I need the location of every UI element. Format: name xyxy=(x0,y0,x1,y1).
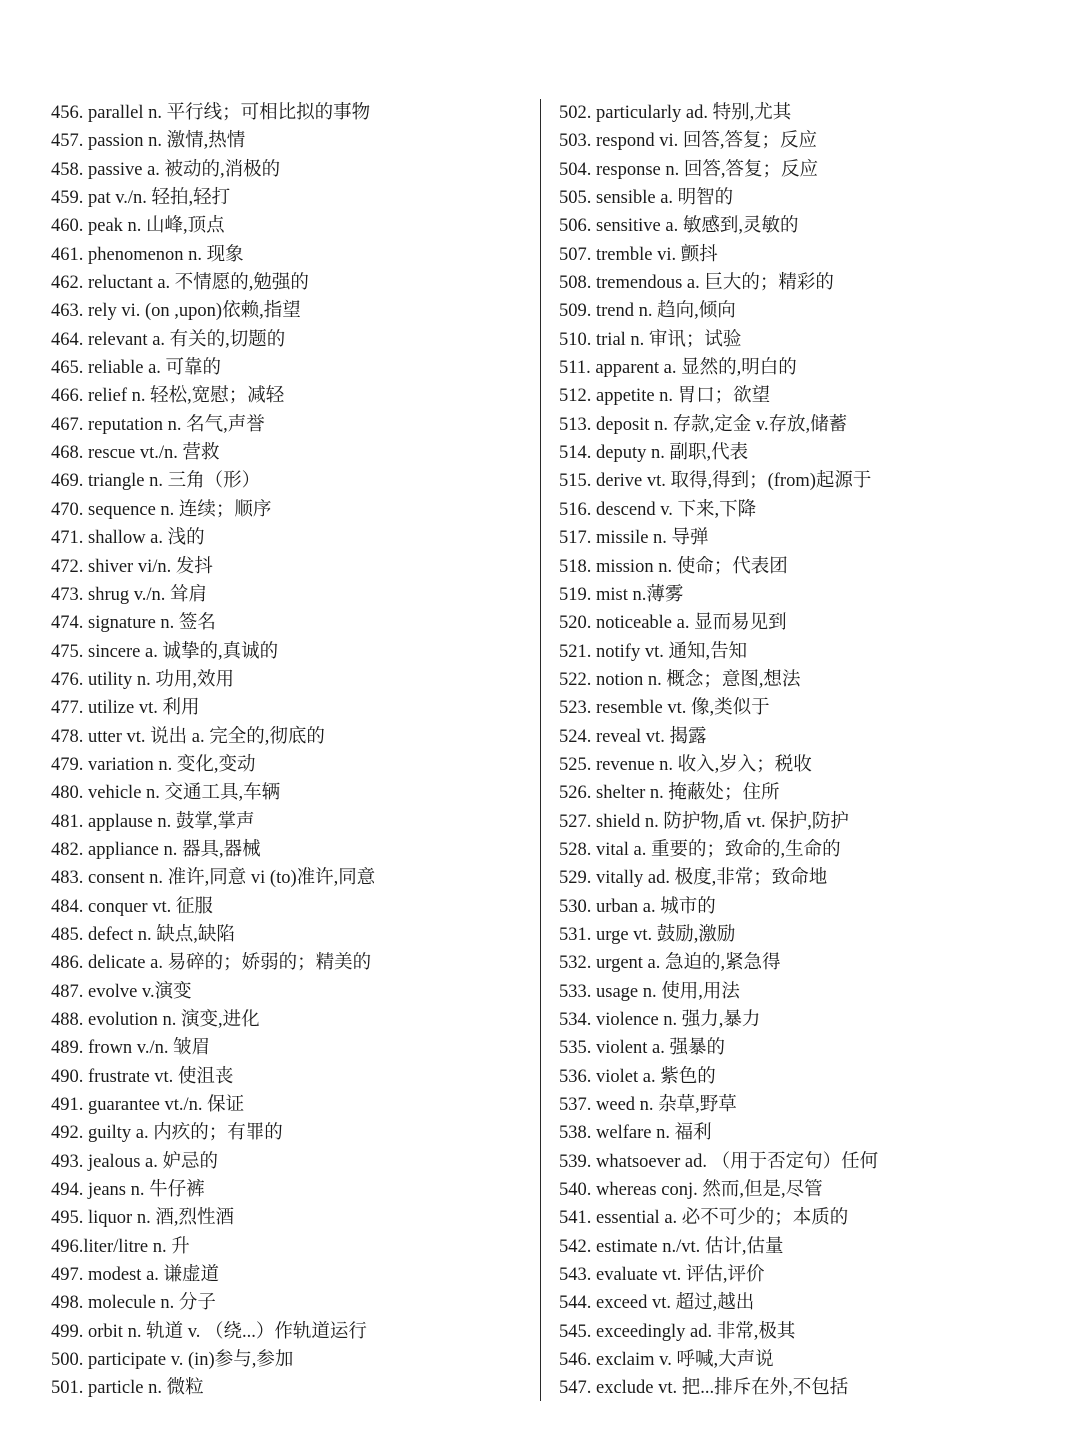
column-divider xyxy=(540,99,541,1401)
vocab-entry: 488. evolution n. 演变,进化 xyxy=(51,1010,260,1030)
vocab-entry: 506. sensitive a. 敏感到,灵敏的 xyxy=(559,216,799,237)
vocab-entry: 466. relief n. 轻松,宽慰；减轻 xyxy=(51,386,285,407)
vocab-entry: 494. jeans n. 牛仔裤 xyxy=(51,1180,205,1201)
vocab-entry: 521. notify vt. 通知,告知 xyxy=(559,641,748,662)
vocab-entry: 499. orbit n. 轨道 v. （绕...）作轨道运行 xyxy=(51,1321,367,1342)
vocab-entry: 528. vital a. 重要的；致命的,生命的 xyxy=(559,839,841,860)
vocab-entry: 495. liquor n. 酒,烈性酒 xyxy=(51,1208,234,1229)
vocab-entry: 532. urgent a. 急迫的,紧急得 xyxy=(559,953,781,974)
vocab-entry: 470. sequence n. 连续；顺序 xyxy=(51,499,272,520)
vocab-entry: 476. utility n. 功用,效用 xyxy=(51,669,234,690)
vocab-entry: 485. defect n. 缺点,缺陷 xyxy=(51,924,235,945)
vocab-entry: 511. apparent a. 显然的,明白的 xyxy=(559,358,797,379)
vocab-entry: 502. particularly ad. 特别,尤其 xyxy=(559,103,792,123)
vocab-entry: 514. deputy n. 副职,代表 xyxy=(559,443,749,464)
vocab-entry: 546. exclaim v. 呼喊,大声说 xyxy=(559,1350,774,1371)
vocab-entry: 482. appliance n. 器具,器械 xyxy=(51,839,261,860)
vocab-entry: 461. phenomenon n. 现象 xyxy=(51,244,244,265)
vocab-entry: 458. passive a. 被动的,消极的 xyxy=(51,159,281,180)
vocab-entry: 515. derive vt. 取得,得到；(from)起源于 xyxy=(559,471,872,492)
vocab-entry: 526. shelter n. 掩蔽处；住所 xyxy=(559,783,780,804)
vocab-entry: 510. trial n. 审讯；试验 xyxy=(559,329,742,350)
vocab-entry: 518. mission n. 使命；代表团 xyxy=(559,556,788,577)
vocab-entry: 492. guilty a. 内疚的；有罪的 xyxy=(51,1123,283,1144)
vocab-entry: 547. exclude vt. 把...排斥在外,不包括 xyxy=(559,1378,849,1399)
vocab-entry: 481. applause n. 鼓掌,掌声 xyxy=(51,811,255,832)
vocab-entry: 507. tremble vi. 颤抖 xyxy=(559,244,718,265)
vocab-entry: 459. pat v./n. 轻拍,轻打 xyxy=(51,188,231,209)
vocab-entry: 523. resemble vt. 像,类似于 xyxy=(559,698,770,719)
vocab-entry: 538. welfare n. 福利 xyxy=(559,1123,712,1144)
vocab-entry: 531. urge vt. 鼓励,激励 xyxy=(559,924,736,945)
vocab-entry: 475. sincere a. 诚挚的,真诚的 xyxy=(51,641,279,662)
vocab-entry: 490. frustrate vt. 使沮丧 xyxy=(51,1066,234,1087)
vocab-entry: 527. shield n. 防护物,盾 vt. 保护,防护 xyxy=(559,811,849,832)
vocab-entry: 498. molecule n. 分子 xyxy=(51,1293,216,1314)
vocab-entry: 530. urban a. 城市的 xyxy=(559,896,716,917)
vocab-entry: 457. passion n. 激情,热情 xyxy=(51,131,246,152)
vocab-entry: 504. response n. 回答,答复；反应 xyxy=(559,159,818,180)
vocab-entry: 500. participate v. (in)参与,参加 xyxy=(51,1350,294,1371)
vocab-entry: 468. rescue vt./n. 营救 xyxy=(51,443,220,464)
vocab-entry: 483. consent n. 准许,同意 vi (to)准许,同意 xyxy=(51,868,376,889)
vocab-entry: 464. relevant a. 有关的,切题的 xyxy=(51,329,286,350)
vocab-entry: 520. noticeable a. 显而易见到 xyxy=(559,613,787,634)
vocab-entry: 463. rely vi. (on ,upon)依赖,指望 xyxy=(51,301,301,322)
vocab-entry: 491. guarantee vt./n. 保证 xyxy=(51,1095,245,1116)
vocab-entry: 486. delicate a. 易碎的；娇弱的；精美的 xyxy=(51,953,372,974)
vocab-entry: 460. peak n. 山峰,顶点 xyxy=(51,216,225,237)
vocab-entry: 519. mist n.薄雾 xyxy=(559,584,684,605)
vocab-entry: 534. violence n. 强力,暴力 xyxy=(559,1010,761,1030)
vocab-entry: 471. shallow a. 浅的 xyxy=(51,528,205,549)
vocab-entry: 480. vehicle n. 交通工具,车辆 xyxy=(51,783,281,804)
vocab-entry: 465. reliable a. 可靠的 xyxy=(51,358,222,379)
vocab-entry: 456. parallel n. 平行线；可相比拟的事物 xyxy=(51,103,371,123)
vocab-entry: 496.liter/litre n. 升 xyxy=(51,1236,190,1257)
vocab-entry: 474. signature n. 签名 xyxy=(51,613,216,634)
vocab-entry: 478. utter vt. 说出 a. 完全的,彻底的 xyxy=(51,726,325,747)
vocab-entry: 472. shiver vi/n. 发抖 xyxy=(51,556,213,577)
vocab-entry: 533. usage n. 使用,用法 xyxy=(559,981,740,1002)
vocab-entry: 537. weed n. 杂草,野草 xyxy=(559,1095,737,1116)
vocab-entry: 543. evaluate vt. 评估,评价 xyxy=(559,1265,765,1286)
vocab-entry: 489. frown v./n. 皱眉 xyxy=(51,1038,211,1059)
vocab-entry: 509. trend n. 趋向,倾向 xyxy=(559,301,736,322)
vocab-entry: 484. conquer vt. 征服 xyxy=(51,896,213,917)
vocab-entry: 473. shrug v./n. 耸肩 xyxy=(51,584,208,605)
vocab-entry: 542. estimate n./vt. 估计,估量 xyxy=(559,1236,784,1257)
vocab-entry: 524. reveal vt. 揭露 xyxy=(559,726,707,747)
vocab-entry: 535. violent a. 强暴的 xyxy=(559,1038,725,1059)
vocab-entry: 505. sensible a. 明智的 xyxy=(559,188,734,209)
vocab-entry: 539. whatsoever ad. （用于否定句）任何 xyxy=(559,1151,879,1172)
vocab-entry: 517. missile n. 导弹 xyxy=(559,528,709,549)
vocab-entry: 544. exceed vt. 超过,越出 xyxy=(559,1293,755,1314)
vocab-entry: 503. respond vi. 回答,答复；反应 xyxy=(559,131,817,152)
vocab-entry: 477. utilize vt. 利用 xyxy=(51,698,200,719)
vocab-entry: 462. reluctant a. 不情愿的,勉强的 xyxy=(51,273,309,294)
vocab-entry: 541. essential a. 必不可少的；本质的 xyxy=(559,1208,849,1229)
vocab-entry: 479. variation n. 变化,变动 xyxy=(51,754,256,775)
vocab-entry: 501. particle n. 微粒 xyxy=(51,1378,204,1399)
vocab-entry: 536. violet a. 紫色的 xyxy=(559,1066,716,1087)
vocab-entry: 493. jealous a. 妒忌的 xyxy=(51,1151,218,1172)
vocab-entry: 540. whereas conj. 然而,但是,尽管 xyxy=(559,1180,823,1201)
vocab-entry: 513. deposit n. 存款,定金 v.存放,储蓄 xyxy=(559,414,848,435)
vocab-entry: 522. notion n. 概念；意图,想法 xyxy=(559,669,801,690)
vocab-entry: 508. tremendous a. 巨大的；精彩的 xyxy=(559,273,834,294)
vocab-entry: 469. triangle n. 三角（形） xyxy=(51,471,261,492)
vocab-entry: 525. revenue n. 收入,岁入；税收 xyxy=(559,754,812,775)
vocab-entry: 516. descend v. 下来,下降 xyxy=(559,499,757,520)
vocab-entry: 497. modest a. 谦虚道 xyxy=(51,1265,220,1286)
vocab-entry: 545. exceedingly ad. 非常,极其 xyxy=(559,1321,796,1342)
vocab-entry: 487. evolve v.演变 xyxy=(51,981,192,1002)
vocab-entry: 467. reputation n. 名气,声誉 xyxy=(51,414,265,435)
vocab-entry: 512. appetite n. 胃口；欲望 xyxy=(559,386,771,407)
vocabulary-list-right xyxy=(559,99,1059,1403)
vocabulary-list-left xyxy=(51,99,531,1403)
vocab-entry: 529. vitally ad. 极度,非常；致命地 xyxy=(559,868,828,889)
